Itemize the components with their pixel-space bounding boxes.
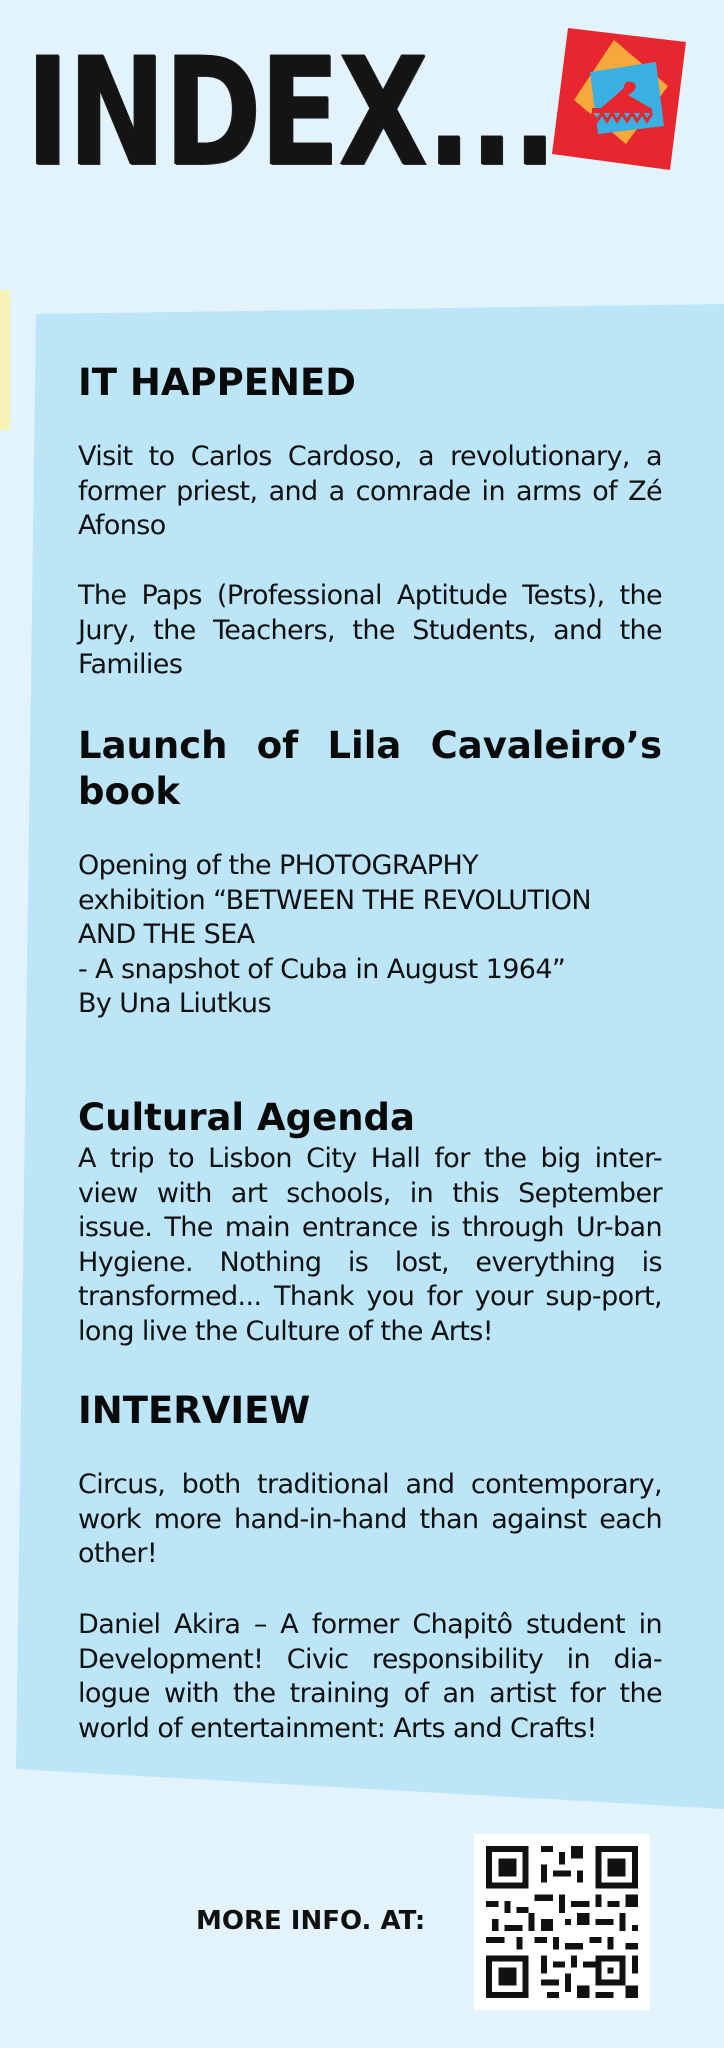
cultural-agenda-heading: Cultural Agenda [78,1096,415,1139]
launch-line-2: exhibition “BETWEEN THE REVOLUTION [78,884,591,916]
launch-line-4: - A snapshot of Cuba in August 1964” [78,953,566,985]
interview-paragraph-2: Daniel Akira – A former Chapitô student in Development! Civic responsibility in dia-logue with the training of an artist for the world of entertainment: Arts and Crafts! [78,1609,662,1744]
qr-code-icon[interactable] [474,1834,650,2010]
launch-line-1: Opening of the PHOTOGRAPHY [78,850,479,881]
it-happened-heading: IT HAPPENED [78,361,356,404]
launch-line-3: AND THE SEA [78,919,255,950]
launch-text [78,849,662,1022]
yellow-strip [0,290,10,430]
it-happened-paragraph-1: Visit to Carlos Cardoso, a revolutionary, a former priest, and a comrade in arms of Zé Afonso [78,441,662,541]
launch-heading: Launch of Lila Cavaleiro’s book [78,724,662,813]
interview-paragraph-1: Circus, both traditional and contemporary, work more hand-in-hand than against each other! [78,1469,662,1569]
it-happened-paragraph-2: The Paps (Professional Aptitude Tests), the Jury, the Teachers, the Students, and the Families [78,580,662,680]
cultural-agenda-body: A trip to Lisbon City Hall for the big inter-view with art schools, in this September issue. The main entrance is through Ur-ban Hygiene. Nothing is lost, everything is transformed... Thank you for your sup-port, long live the Culture of the Arts! [78,1143,662,1347]
more-info-label: MORE INFO. AT: [196,1906,426,1936]
launch-line-5: By Una Liutkus [78,988,271,1019]
hanger-logo-icon [552,26,686,170]
page-title: INDEX... [26,26,556,200]
interview-heading: INTERVIEW [78,1389,311,1432]
